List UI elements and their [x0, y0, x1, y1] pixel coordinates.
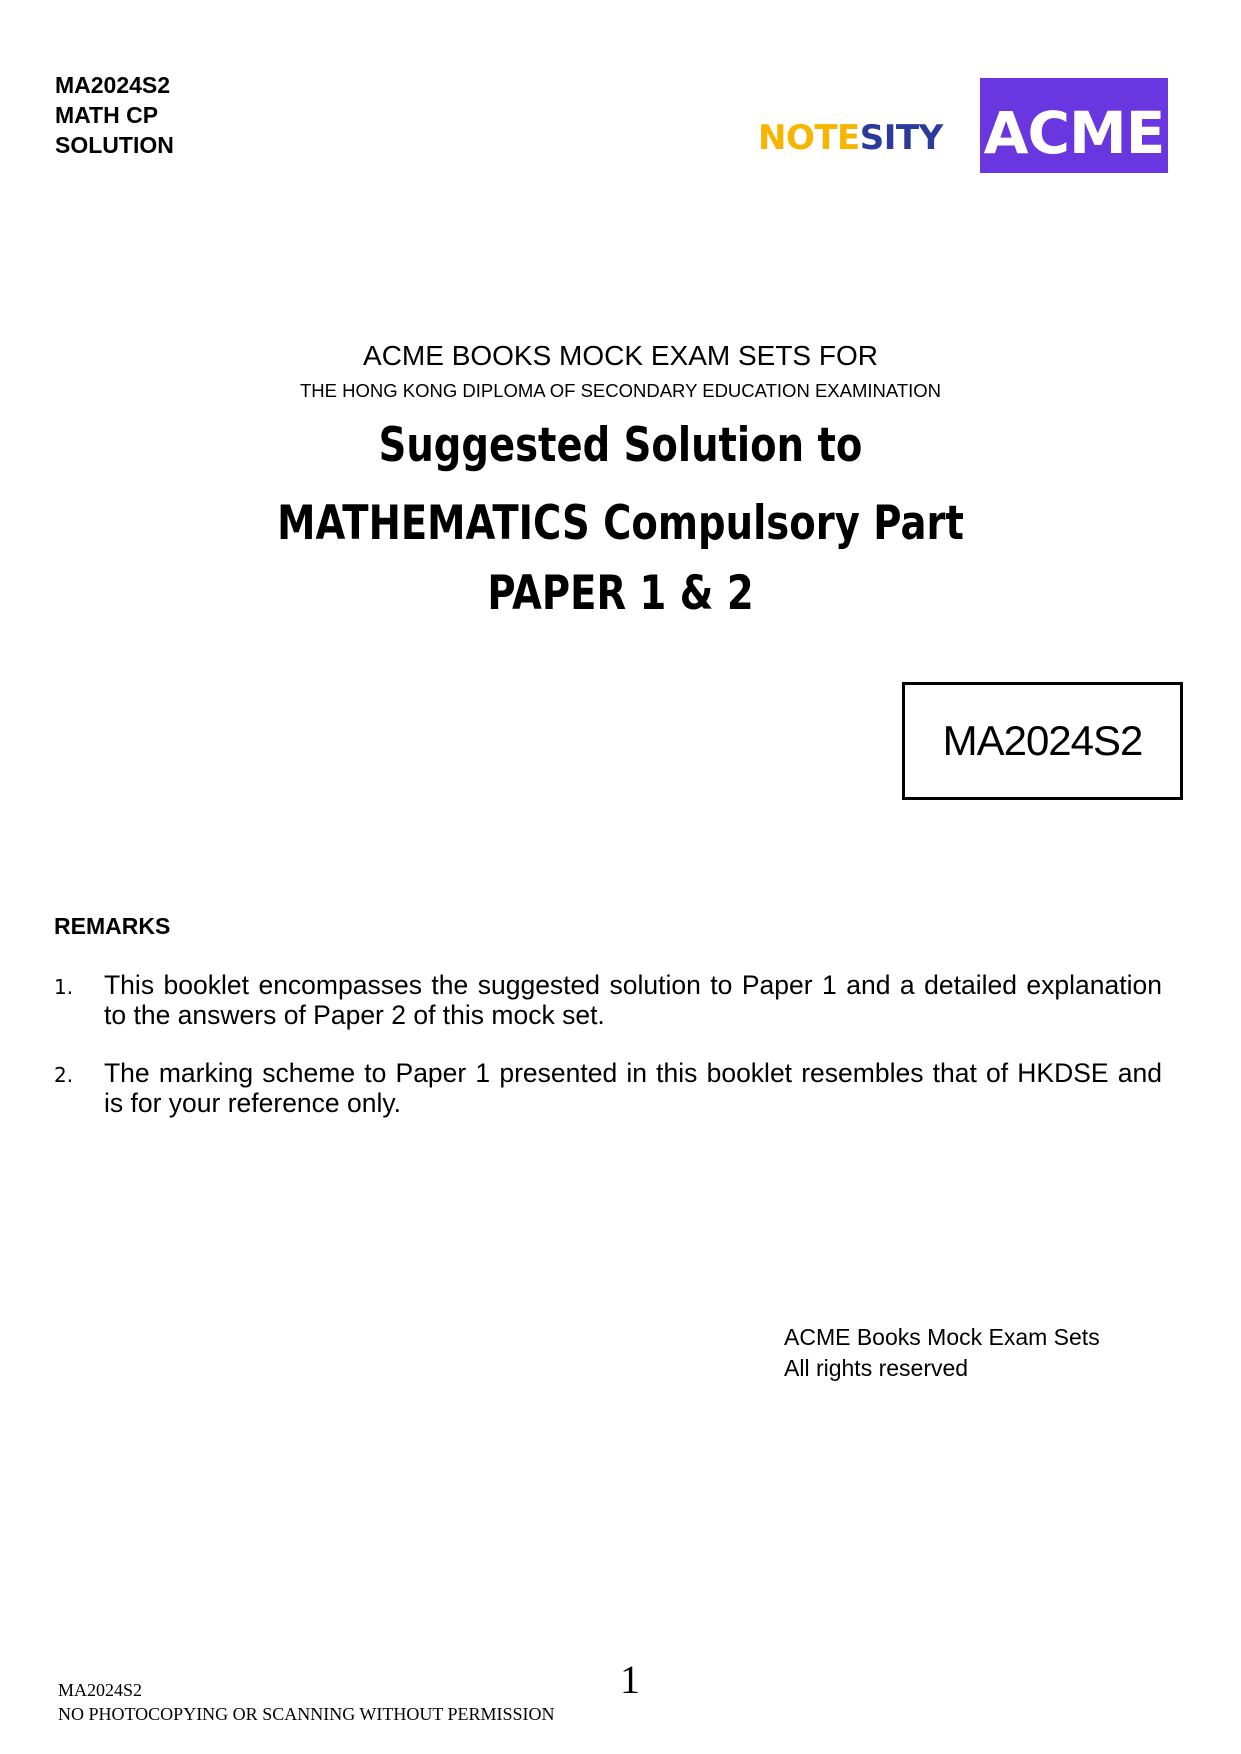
- rights-notice: [784, 1322, 1100, 1384]
- notesity-logo-part2: SITY: [859, 118, 943, 158]
- acme-logo-text: ACME: [983, 99, 1165, 167]
- title-subject: MATHEMATICS Compulsory Part: [277, 496, 964, 551]
- remark-text: The marking scheme to Paper 1 presented in this booklet resembles that of HKDSE and is for your reference only.: [104, 1058, 1162, 1118]
- acme-logo: [980, 78, 1168, 173]
- paper-code: MA2024S2: [942, 717, 1143, 764]
- rights-line2: All rights reserved: [784, 1355, 969, 1381]
- remark-text: This booklet encompasses the suggested solution to Paper 1 and a detailed explanation to the answers of Paper 2 of this mock set.: [104, 970, 1162, 1030]
- remark-item: [54, 1058, 1162, 1118]
- title-paper: PAPER 1 & 2: [487, 566, 754, 621]
- paper-code-box: [902, 682, 1183, 800]
- notesity-logo-part1: NOTE: [758, 118, 860, 158]
- rights-line1: ACME Books Mock Exam Sets: [784, 1324, 1100, 1350]
- title-series: ACME BOOKS MOCK EXAM SETS FOR: [363, 340, 878, 371]
- header-code: MA2024S2: [55, 72, 171, 98]
- remark-number: 1.: [54, 975, 74, 999]
- header-subject: MATH CP: [55, 102, 159, 128]
- page-footer: [58, 1678, 555, 1726]
- document-header: [55, 70, 174, 160]
- remarks-heading: REMARKS: [54, 913, 171, 939]
- remark-item: [54, 970, 1162, 1030]
- title-exam: THE HONG KONG DIPLOMA OF SECONDARY EDUCATION EXAMINATION: [299, 380, 942, 401]
- notesity-logo: [758, 118, 943, 158]
- title-suggested-solution: Suggested Solution to: [378, 418, 863, 473]
- header-type: SOLUTION: [55, 132, 174, 158]
- footer-notice: NO PHOTOCOPYING OR SCANNING WITHOUT PERMISSION: [58, 1704, 555, 1724]
- footer-code: MA2024S2: [58, 1680, 143, 1700]
- page-number: 1: [620, 1657, 640, 1702]
- remark-number: 2.: [54, 1063, 74, 1087]
